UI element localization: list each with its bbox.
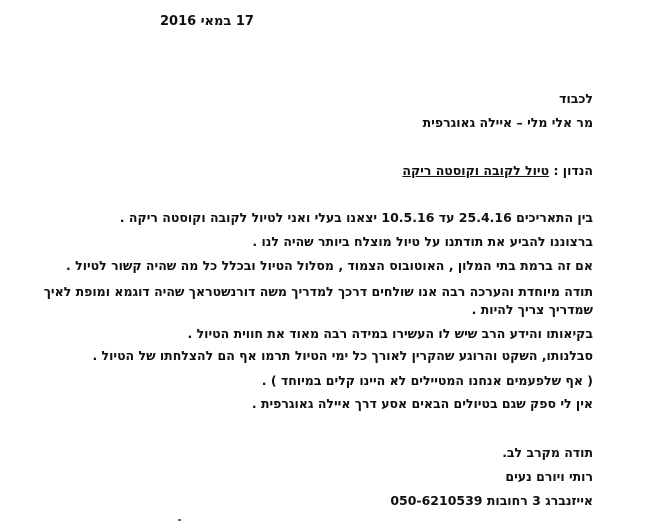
signers: רותי ויורם נעים: [505, 469, 593, 484]
subject-line: [402, 163, 593, 179]
recipient: מר אלי מלי – איילה גאוגרפית: [422, 115, 593, 130]
closing: תודה מקרב לב.: [502, 445, 593, 460]
subject-label: הנדון :: [553, 163, 593, 178]
address: אייזנברג 3 רחובות: [486, 493, 593, 508]
body-line-3: אם זה ברמת בתי המלון , האוטובוס הצמוד , מסלול הטיול ובכלל כל מה שהיה קשור לטיול .: [66, 258, 593, 273]
body-line-8: ( אף שלפעמים אנחנו המטיילים לא היינו קלים במיוחד ) .: [261, 373, 593, 388]
body-line-7: סבלנותו, השקט והרוגע שהקרין לאורך כל ימי הטיול תרמו אף הם להצלחתו של הטיול .: [92, 348, 593, 363]
body-line-4: תודה מיוחדת והערכה רבה אנו שולחים דרכך למדריך משה דורנשטראך שהיה דוגמא ומופת לאיך: [43, 284, 593, 299]
body-line-2: ברצוננו להביע את תודתנו על טיול מוצלח ביותר שהיה לנו .: [252, 234, 593, 249]
body-line-5: שמדריך צריך להיות .: [471, 302, 593, 317]
body-line-6: בקיאותו והידע הרב שיש לו העשירו במידה רבה מאוד את חווית הטיול .: [187, 326, 593, 341]
contact-line: [390, 493, 593, 509]
body-line-1: בין התאריכים 25.4.16 עד 10.5.16 יצאנו בעלי ואני לטיול לקובה וקוסטה ריקה .: [119, 210, 593, 225]
salutation: לכבוד: [559, 91, 593, 106]
phone: 050-6210539: [390, 493, 483, 508]
body-line-9: אין לי ספק שגם בטיולים הבאים אסע דרך איילה גאוגרפית .: [251, 396, 593, 411]
letter-date: 17 במאי 2016: [160, 14, 254, 29]
subject-value: טיול לקובה וקוסטה ריקה: [402, 163, 550, 178]
scan-speck: [178, 519, 181, 521]
